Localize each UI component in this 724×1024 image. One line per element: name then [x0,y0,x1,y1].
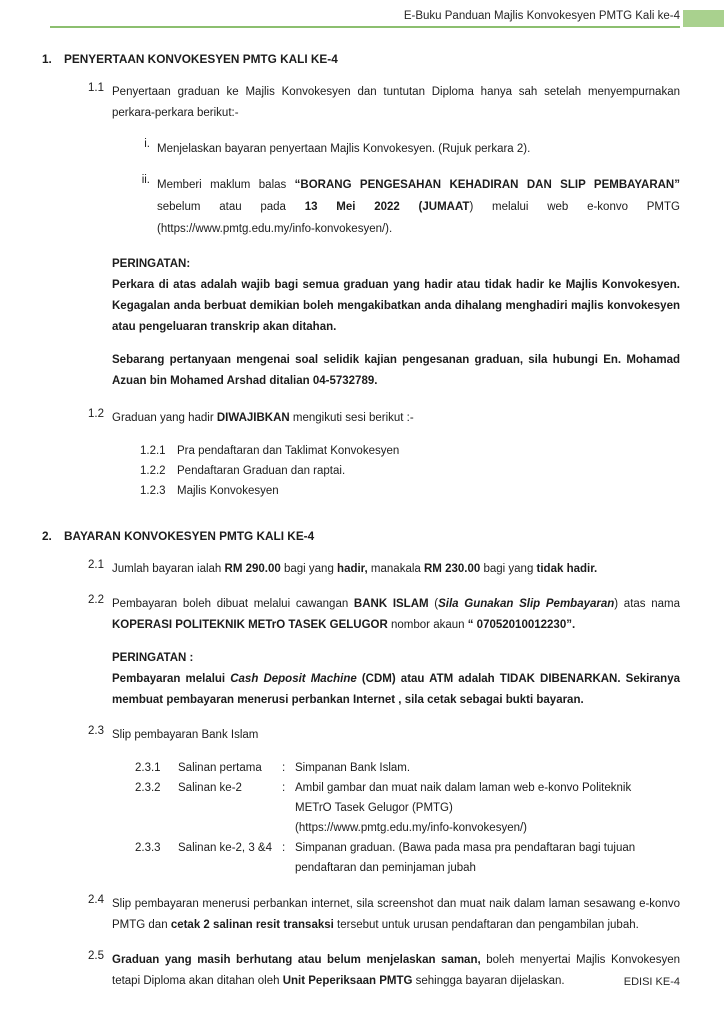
warning-1-label: PERINGATAN: [112,258,191,270]
subitem-1-2-3-number: 1.2.3 [140,485,166,497]
item-1-1-text: Penyertaan graduan ke Majlis Konvokesyen dan tuntutan Diploma hanya sah setelah menyempurnakan perkara-perkara berikut:- [112,86,680,119]
roman-item-i [128,138,680,160]
item-2-3-text: Slip pembayaran Bank Islam [112,729,259,741]
section-1-number: 1. [42,52,52,66]
slip-row-3-text: Simpanan graduan. (Bawa pada masa pra pendaftaran bagi tujuan pendaftaran dan peminjaman jubah [295,842,636,874]
item-2-5-text: Graduan yang masih berhutang atau belum menjelaskan saman, boleh menyertai Majlis Konvokesyen tetapi Diploma akan ditahan oleh Unit Peperiksaan PMTG sehingga bayaran dijelaskan. [112,954,680,987]
slip-row-2-colon: : [282,782,286,794]
roman-item-ii [128,174,680,240]
session-list [42,441,680,501]
item-1-1-number: 1.1 [88,82,104,94]
warning-1-contact: Sebarang pertanyaan mengenai soal selidik kajian pengesanan graduan, sila hubungi En. Mohamad Azuan bin Mohamed Arshad ditalian 04-5732789. [112,354,680,387]
subitem-1-2-3 [140,481,680,501]
subitem-1-2-1-number: 1.2.1 [140,445,166,457]
item-2-5-number: 2.5 [88,950,104,962]
item-2-2-number: 2.2 [88,594,104,606]
slip-row-1 [135,758,680,778]
slip-row-3-colon: : [282,842,286,854]
item-2-4 [88,894,680,936]
warning-2-label: PERINGATAN : [112,652,194,664]
slip-row-1-number: 2.3.1 [135,762,161,774]
subitem-1-2-2-text: Pendaftaran Graduan dan raptai. [177,465,346,477]
slip-row-2-number: 2.3.2 [135,782,161,794]
section-2-title: BAYARAN KONVOKESYEN PMTG KALI KE-4 [64,529,315,543]
subitem-1-2-2 [140,461,680,481]
subitem-1-2-2-number: 1.2.2 [140,465,166,477]
section-1-title: PENYERTAAN KONVOKESYEN PMTG KALI KE-4 [64,52,338,66]
subitem-1-2-1-text: Pra pendaftaran dan Taklimat Konvokesyen [177,445,400,457]
slip-table [135,758,680,878]
item-2-3-number: 2.3 [88,725,104,737]
item-1-1 [88,82,680,124]
slip-row-2-text: Ambil gambar dan muat naik dalam laman web e-konvo Politeknik METrO Tasek Gelugor (PMTG) (https://www.pmtg.edu.my/info-konvokesyen/) [295,782,632,834]
subitem-1-2-3-text: Majlis Konvokesyen [177,485,279,497]
subitem-1-2-1 [140,441,680,461]
slip-row-1-label: Salinan pertama [178,762,262,774]
slip-row-3-label: Salinan ke-2, 3 &4 [178,842,272,854]
item-2-5 [88,950,680,992]
header [50,0,680,28]
item-2-2 [88,594,680,636]
slip-row-1-colon: : [282,762,286,774]
item-1-2-text: Graduan yang hadir DIWAJIBKAN mengikuti sesi berikut :- [112,412,414,424]
section-1-heading [42,52,680,66]
section-2-number: 2. [42,529,52,543]
item-1-2-number: 1.2 [88,408,104,420]
item-2-3 [88,725,680,746]
roman-item-ii-text: Memberi maklum balas “BORANG PENGESAHAN KEHADIRAN DAN SLIP PEMBAYARAN” sebelum atau pada 13 Mei 2022 (JUMAAT) melalui web e-konvo PMTG (https://www.pmtg.edu.my/info-konvokesyen/). [157,179,680,235]
roman-item-i-text: Menjelaskan bayaran penyertaan Majlis Konvokesyen. (Rujuk perkara 2). [157,143,531,155]
item-2-1-number: 2.1 [88,559,104,571]
slip-row-3-number: 2.3.3 [135,842,161,854]
item-1-2 [88,408,680,429]
slip-row-2 [135,778,680,838]
warning-1-paragraph: Perkara di atas adalah wajib bagi semua graduan yang hadir atau tidak hadir ke Majlis Konvokesyen. Kegagalan anda berbuat demikian boleh mengakibatkan anda dihalang menghadiri majlis konvokesyen atau pengeluaran transkrip akan ditahan. [112,279,680,333]
header-title: E-Buku Panduan Majlis Konvokesyen PMTG Kali ke-4 [50,0,680,28]
roman-item-ii-number: ii. [141,174,150,186]
warning-1 [112,254,680,338]
slip-row-3 [135,838,680,878]
section-2-heading [42,529,680,543]
item-2-1-text: Jumlah bayaran ialah RM 290.00 bagi yang hadir, manakala RM 230.00 bagi yang tidak hadir. [112,563,598,575]
page-content [42,28,680,992]
roman-item-i-number: i. [144,138,150,150]
item-2-2-text: Pembayaran boleh dibuat melalui cawangan BANK ISLAM (Sila Gunakan Slip Pembayaran) atas nama KOPERASI POLITEKNIK METrO TASEK GELUGOR nombor akaun “ 07052010012230”. [112,598,680,631]
warning-2 [112,648,680,711]
warning-2-paragraph: Pembayaran melalui Cash Deposit Machine (CDM) atau ATM adalah TIDAK DIBENARKAN. Sekiranya membuat pembayaran menerusi perbankan Internet , sila cetak sebagai bukti bayaran. [112,673,680,706]
item-2-1 [88,559,680,580]
slip-row-2-label: Salinan ke-2 [178,782,242,794]
slip-row-1-text: Simpanan Bank Islam. [295,762,411,774]
item-2-4-text: Slip pembayaran menerusi perbankan internet, sila screenshot dan muat naik dalam laman sesawang e-konvo PMTG dan cetak 2 salinan resit transaksi tersebut untuk urusan pendaftaran dan pengambilan jubah. [112,898,680,931]
item-2-4-number: 2.4 [88,894,104,906]
header-accent-box [683,10,724,27]
footer-edition: EDISI KE-4 [623,976,680,988]
